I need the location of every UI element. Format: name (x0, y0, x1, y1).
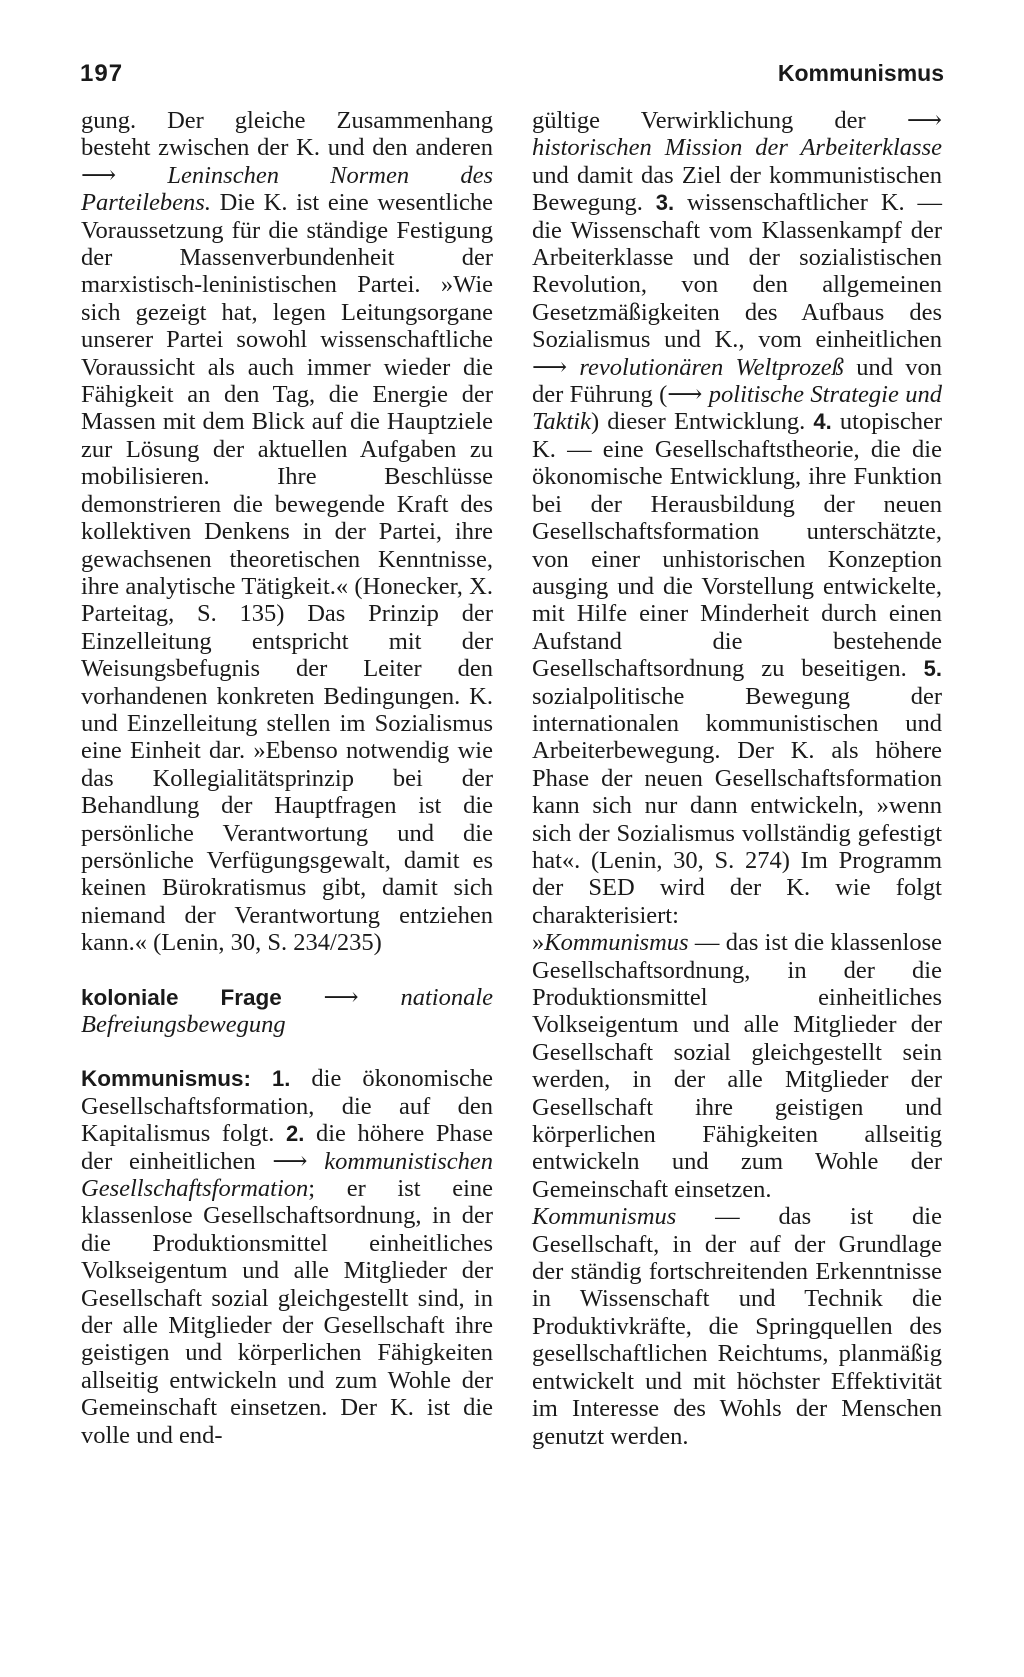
cross-reference: historischen Mission der Arbeiterklasse (532, 134, 942, 162)
cross-reference: politische Strategie und Taktik (532, 381, 942, 436)
cross-reference-arrow-icon: ⟶ (323, 983, 359, 1011)
program-quote-2: Kommunismus — das ist die Gesellschaft, in der auf der Grundlage der ständig fortschreitenden Erkenntnisse in Wissenschaft und Technik die Produktivkräfte, die Springquellen des gesellschaftlichen Reichtums, planmäßig entwickelt und mit höchster Effektivität im Interesse des Wohls der Menschen genutzt werden. (532, 1203, 942, 1450)
cross-reference-arrow-icon: ⟶ (906, 107, 942, 134)
cross-reference: nationale Befreiungsbewegung (81, 983, 493, 1038)
cross-reference: kommunistischen Gesellschaftsformation (81, 1147, 493, 1203)
page-number: 197 (80, 60, 124, 87)
sense-number: 5. (923, 656, 942, 682)
right-column (532, 107, 942, 1450)
sense-number: 2. (285, 1121, 305, 1147)
entry-continuation: gung. Der gleiche Zusammenhang besteht zwischen der K. und den anderen ⟶ Leninschen Normen des Parteilebens. Die K. ist eine wesentliche Voraussetzung für die ständige Festigung der Massenverbundenheit der marxistisch-leninistischen Partei. »Wie sich gezeigt hat, legen Leitungsorgane unserer Partei sowohl wissenschaftliche Voraussicht als auch immer wieder die Fähigkeit an den Tag, die Energie der Massen mit dem Blick auf die Hauptziele zur Lösung der aktuellen Aufgaben zu mobilisieren. Ihre Beschlüsse demonstrieren die bewegende Kraft des kollektiven Denkens in der Partei, ihre gewachsenen theoretischen Kenntnisse, ihre analytische Tätigkeit.« (Honecker, X. Parteitag, S. 135) Das Prinzip der Einzelleitung entspricht mit der Weisungsbefugnis der Leiter den vorhandenen konkreten Bedingungen. K. und Einzelleitung stellen im Sozialismus eine Einheit dar. »Ebenso notwendig wie das Kollegialitätsprinzip bei der Behandlung der Hauptfragen ist die persönliche Verantwortung und die persönliche Verfügungsgewalt, damit es keinen Bürokratismus gibt, damit sich niemand der Verantwortung entziehen kann.« (Lenin, 30, S. 234/235) (81, 107, 493, 957)
left-column (81, 107, 493, 1449)
cross-reference: revolutionären Weltprozeß (579, 353, 844, 381)
entry-kommunismus: Kommunismus: 1. die ökonomische Gesellschaftsformation, die auf den Kapitalismus folgt. 2. die höhere Phase der einheitlichen ⟶ kommunistischen Gesellschaftsformation; er ist eine klassenlose Gesellschaftsordnung, in der die Produktionsmittel einheitliches Volkseigentum und alle Mitglieder der Gesellschaft sozial gleichgestellt sind, in der alle Mitglieder der Gesellschaft ihre geistigen und körperlichen Fähigkeiten allseitig entwickeln und zum Wohle der Gemeinschaft einsetzen. Der K. ist die volle und end- (81, 1065, 493, 1449)
page-header (80, 60, 944, 90)
sense-number: 3. (655, 190, 675, 216)
sense-number: 4. (813, 409, 832, 435)
cross-reference-arrow-icon: ⟶ (532, 353, 568, 381)
entry-kommunismus-continued: gültige Verwirklichung der ⟶ historischen Mission der Arbeiterklasse und damit das Ziel der kommunistischen Bewegung. 3. wissenschaftlicher K. — die Wissenschaft vom Klassenkampf der Arbeiterklasse und der sozialistischen Revolution, von den allgemeinen Gesetzmäßigkeiten des Aufbaus des Sozialismus und K., vom einheitlichen ⟶ revolutionären Weltprozeß und von der Führung (⟶ politische Strategie und Taktik) dieser Entwicklung. 4. utopischer K. — eine Gesellschaftstheorie, die die ökonomische Entwicklung, ihre Funktion bei der Herausbildung der neuen Gesellschaftsformation unterschätzte, von einer unhistorischen Konzeption ausging und die Vorstellung entwickelte, mit Hilfe einer Minderheit durch einen Aufstand die bestehende Gesellschaftsordnung zu beseitigen. 5. sozialpolitische Bewegung der internationalen kommunistischen und Arbeiterbewegung. Der K. als höhere Phase der neuen Gesellschaftsformation kann sich nur dann entwickeln, »wenn sich der Sozialismus vollständig gefestigt hat«. (Lenin, 30, S. 274) Im Programm der SED wird der K. wie folgt charakterisiert: (532, 107, 943, 929)
running-head: Kommunismus (777, 60, 944, 86)
cross-reference-arrow-icon: ⟶ (272, 1147, 308, 1175)
sense-number: 1. (272, 1066, 291, 1092)
entry-koloniale-frage (81, 984, 493, 1039)
cross-reference-arrow-icon: ⟶ (81, 161, 117, 189)
cross-reference: Leninschen Normen des Parteilebens. (81, 161, 493, 217)
program-quote-1: »Kommunismus — das ist die klassenlose Gesellschaftsordnung, in der die Produktionsmittel einheitliches Volkseigentum und alle Mitglieder der Gesellschaft sozial gleichgestellt sein werden, in der alle Mitglieder der Gesellschaft ihre geistigen und körperlichen Fähigkeiten allseitig entwickeln und zum Wohle der Gemeinschaft einsetzen. (532, 929, 942, 1203)
cross-reference-arrow-icon: ⟶ (667, 381, 703, 409)
headword: koloniale Frage (81, 984, 282, 1010)
headword: Kommunismus: (81, 1066, 252, 1092)
